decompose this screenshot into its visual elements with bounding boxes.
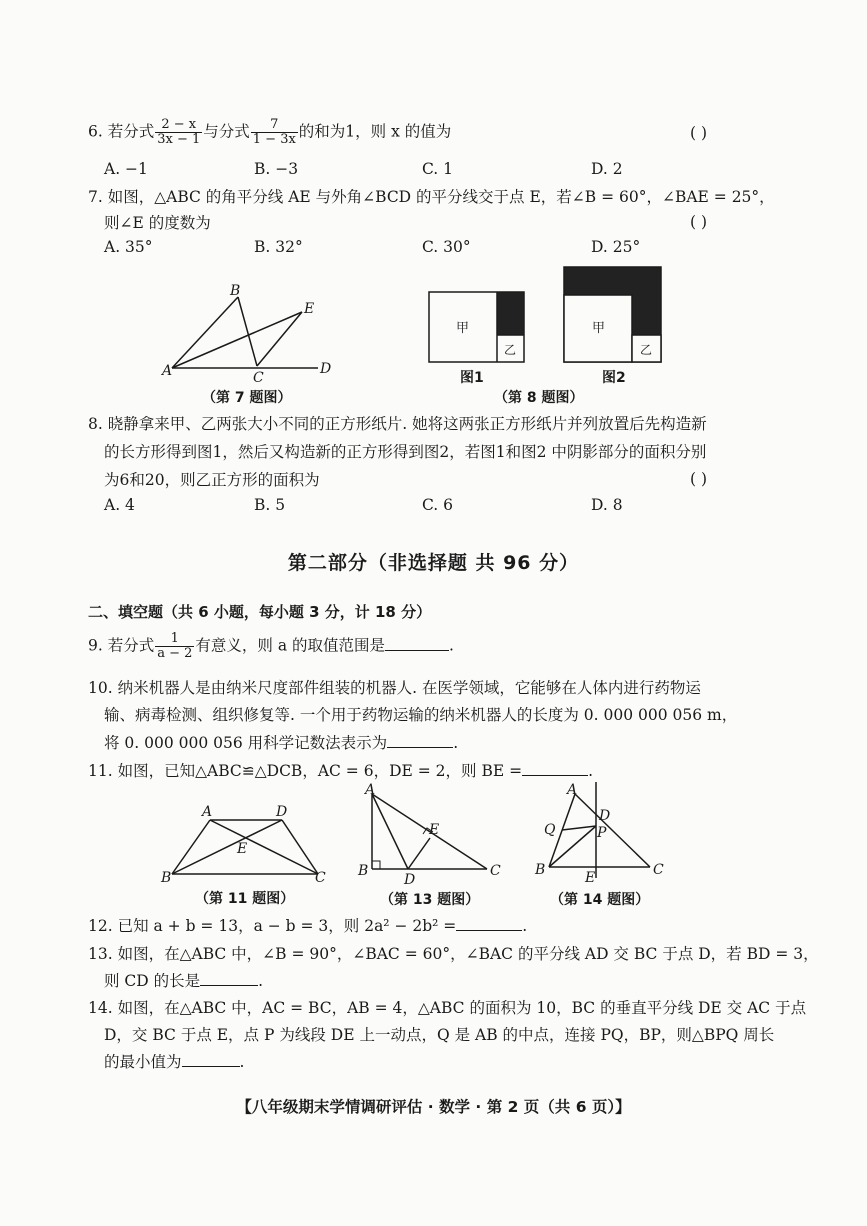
fig14-label-c: C [653, 862, 664, 878]
q14-end: . [239, 1053, 245, 1071]
q10-line-2: 输、病毒检测、组织修复等. 一个用于药物运输的纳米机器人的长度为 0. 000 000 056 m， [104, 706, 738, 724]
q6-frac2-numerator: 7 [251, 118, 298, 133]
q9-frac-denominator: a − 2 [157, 646, 193, 661]
fig8-2-label: 图2 [602, 370, 626, 386]
fig11-caption: （第 11 题图） [195, 891, 295, 907]
q7-option-b[interactable]: B. 32° [254, 238, 303, 256]
fig11-label-e: E [237, 841, 248, 857]
q11-answer-blank[interactable] [522, 761, 588, 776]
fig14-caption: （第 14 题图） [550, 892, 650, 908]
q7-line-1: 7. 如图，△ABC 的角平分线 AE 与外角∠BCD 的平分线交于点 E，若∠B = 60°，∠BAE = 25°， [88, 188, 775, 206]
fig7-label-a: A [162, 363, 173, 379]
q7-option-c[interactable]: C. 30° [422, 238, 471, 256]
fig11-label-b: B [161, 870, 172, 886]
fig7-caption: （第 7 题图） [202, 390, 292, 405]
fig14-label-d: D [599, 808, 611, 824]
q7-line-2: 则∠E 的度数为 [104, 214, 211, 232]
question-12 [88, 916, 527, 936]
fig11-label-d: D [276, 804, 288, 820]
fig7-label-c: C [253, 370, 264, 386]
q9-suffix: 有意义，则 a 的取值范围是 [195, 636, 386, 655]
q6-option-b[interactable]: B. −3 [254, 160, 299, 178]
fig14-label-q: Q [544, 822, 556, 838]
q6-answer-paren[interactable]: ( ) [690, 124, 708, 142]
figure-13 [352, 782, 512, 910]
q10-answer-blank[interactable] [387, 733, 453, 748]
fig8-1-jia-label: 甲 [456, 321, 470, 336]
q8-line-2: 的长方形得到图1，然后又构造新的正方形得到图2，若图1和图2 中阴影部分的面积分别 [104, 443, 707, 461]
q8-line-1: 8. 晓静拿来甲、乙两张大小不同的正方形纸片. 她将这两张正方形纸片并列放置后先构造新 [88, 415, 707, 433]
q8-answer-paren[interactable]: ( ) [690, 470, 708, 488]
q9-prefix: 9. 若分式 [88, 636, 155, 655]
q12-end: . [522, 917, 528, 935]
q13-line-2-text: 则 CD 的长是 [104, 972, 201, 990]
q6-prefix: 6. 若分式 [88, 122, 155, 141]
q14-answer-blank[interactable] [182, 1052, 240, 1067]
fig11-label-a: A [202, 804, 213, 820]
q14-line-3 [104, 1052, 244, 1072]
q6-frac2-denominator: 1 − 3x [252, 132, 296, 147]
fig7-label-e: E [304, 301, 315, 317]
figure-7 [150, 280, 350, 405]
fig14-label-b: B [535, 862, 546, 878]
q9-end: . [449, 636, 454, 655]
section-2-title: 二、填空题（共 6 小题，每小题 3 分，计 18 分） [88, 603, 432, 621]
q11-end: . [588, 762, 593, 780]
q7-answer-paren[interactable]: ( ) [690, 213, 708, 231]
q9-frac-numerator: 1 [155, 632, 194, 647]
q13-line-2 [104, 971, 263, 991]
q6-option-a[interactable]: A. −1 [104, 160, 148, 178]
q9-fraction [155, 632, 194, 661]
q8-option-c[interactable]: C. 6 [422, 496, 454, 514]
q12-answer-blank[interactable] [456, 916, 522, 931]
q6-option-c[interactable]: C. 1 [422, 160, 454, 178]
question-9 [88, 632, 454, 661]
fig14-label-e: E [585, 870, 596, 886]
fig13-label-b: B [358, 863, 369, 879]
q6-frac1-denominator: 3x − 1 [157, 132, 201, 147]
q11-text: 11. 如图，已知△ABC≌△DCB，AC = 6，DE = 2，则 BE = [88, 762, 523, 780]
fig8-2-jia-label: 甲 [592, 321, 606, 336]
q8-line-3: 为6和20，则乙正方形的面积为 [104, 471, 320, 489]
q6-fraction-1 [155, 118, 202, 147]
q10-line-3-text: 将 0. 000 000 056 用科学记数法表示为 [104, 734, 388, 752]
q8-option-a[interactable]: A. 4 [104, 496, 135, 514]
fig14-label-p: P [597, 825, 607, 841]
q13-end: . [258, 972, 264, 990]
fig13-label-e: E [429, 822, 440, 838]
q6-frac1-numerator: 2 − x [155, 118, 202, 133]
q6-option-d[interactable]: D. 2 [591, 160, 623, 178]
figure-11 [150, 798, 350, 910]
fig13-caption: （第 13 题图） [380, 892, 480, 908]
figure-8 [420, 262, 670, 407]
page-footer: 【八年级期末学情调研评估 · 数学 · 第 2 页（共 6 页）】 [236, 1098, 631, 1116]
figure-14 [532, 780, 677, 910]
q10-line-3 [104, 733, 458, 753]
fig13-label-a: A [365, 782, 376, 798]
q14-line-2: D，交 BC 于点 E，点 P 为线段 DE 上一动点，Q 是 AB 的中点，连接 PQ，BP，则△BPQ 周长 [104, 1026, 775, 1044]
q14-line-1: 14. 如图，在△ABC 中，AC = BC，AB = 4，△ABC 的面积为 10，BC 的垂直平分线 DE 交 AC 于点 [88, 999, 807, 1017]
fig8-2-yi-label: 乙 [640, 343, 653, 357]
q13-answer-blank[interactable] [200, 971, 258, 986]
q7-option-d[interactable]: D. 25° [591, 238, 641, 256]
fig11-label-c: C [315, 870, 326, 886]
fig13-label-d: D [404, 872, 416, 888]
q10-line-1: 10. 纳米机器人是由纳米尺度部件组装的机器人. 在医学领域，它能够在人体内进行药物运 [88, 679, 701, 697]
fig14-label-a: A [567, 782, 578, 798]
q6-mid: 与分式 [203, 122, 250, 141]
q8-option-d[interactable]: D. 8 [591, 496, 623, 514]
q10-end: . [453, 734, 459, 752]
q12-text: 12. 已知 a + b = 13，a − b = 3，则 2a² − 2b² = [88, 917, 457, 935]
fig13-label-c: C [490, 863, 501, 879]
q14-line-3-text: 的最小值为 [104, 1053, 182, 1071]
q7-option-a[interactable]: A. 35° [104, 238, 153, 256]
question-6 [88, 118, 451, 147]
part-2-title: 第二部分（非选择题 共 96 分） [287, 552, 580, 574]
q6-fraction-2 [251, 118, 298, 147]
q6-suffix: 的和为1，则 x 的值为 [298, 122, 452, 141]
fig7-label-d: D [320, 361, 332, 377]
q9-answer-blank[interactable] [385, 636, 449, 651]
question-11 [88, 761, 593, 781]
fig8-1-yi-label: 乙 [504, 343, 517, 357]
q8-option-b[interactable]: B. 5 [254, 496, 286, 514]
fig8-caption: （第 8 题图） [494, 390, 584, 406]
q13-line-1: 13. 如图，在△ABC 中，∠B = 90°，∠BAC = 60°，∠BAC 的平分线 AD 交 BC 于点 D，若 BD = 3， [88, 945, 819, 963]
fig8-1-label: 图1 [460, 370, 484, 386]
fig7-label-b: B [230, 283, 241, 299]
